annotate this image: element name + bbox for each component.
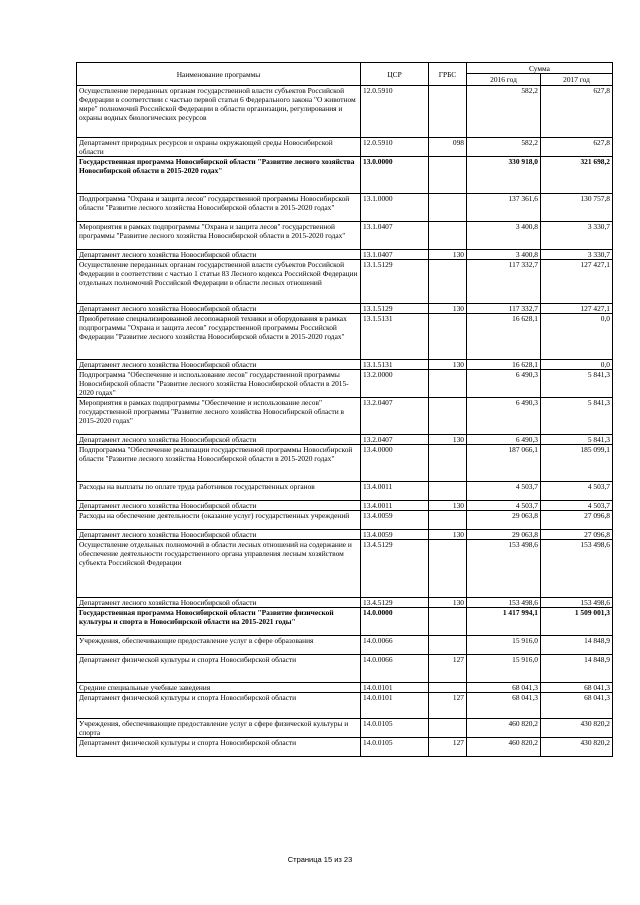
csr-code-cell: 13.4.0059 (361, 511, 429, 530)
amount-2017-cell: 5 841,3 (541, 370, 613, 398)
table-row (77, 222, 613, 250)
grbs-code-cell (429, 314, 467, 360)
amount-2016-cell: 6 490,3 (467, 370, 541, 398)
grbs-code-cell (429, 540, 467, 598)
csr-code-cell: 13.4.0011 (361, 482, 429, 501)
amount-2016-cell: 582,2 (467, 86, 541, 138)
amount-2016-cell: 6 490,3 (467, 435, 541, 445)
csr-code-cell: 12.0.5910 (361, 86, 429, 138)
program-name-cell: Осуществление переданных органам государственной власти субъектов Российской Федерации в соответствии с частью первой статьи 6 Федерального закона "О животном мире" полномочий Российской Федерации в области организации, регулирования и охраны водных биологических ресурсов (77, 86, 361, 138)
table-row (77, 260, 613, 304)
amount-2017-cell: 321 698,2 (541, 157, 613, 194)
csr-code-cell: 13.1.0407 (361, 222, 429, 250)
program-name-cell: Департамент физической культуры и спорта Новосибирской области (77, 655, 361, 683)
csr-code-cell: 13.0.0000 (361, 157, 429, 194)
grbs-code-cell: 098 (429, 138, 467, 157)
grbs-code-cell (429, 157, 467, 194)
program-name-cell: Департамент лесного хозяйства Новосибирской области (77, 250, 361, 260)
amount-2017-cell: 3 330,7 (541, 250, 613, 260)
csr-code-cell: 14.0.0101 (361, 693, 429, 719)
col-header-csr: ЦСР (361, 63, 429, 86)
amount-2017-cell: 68 041,3 (541, 693, 613, 719)
amount-2017-cell: 127 427,1 (541, 260, 613, 304)
table-row (77, 636, 613, 655)
program-name-cell: Департамент лесного хозяйства Новосибирской области (77, 530, 361, 540)
grbs-code-cell: 130 (429, 530, 467, 540)
amount-2017-cell: 627,8 (541, 138, 613, 157)
amount-2017-cell: 153 498,6 (541, 540, 613, 598)
csr-code-cell: 13.4.5129 (361, 540, 429, 598)
amount-2016-cell: 29 063,8 (467, 530, 541, 540)
amount-2016-cell: 187 066,1 (467, 445, 541, 482)
program-name-cell: Расходы на обеспечение деятельности (оказание услуг) государственных учреждений (77, 511, 361, 530)
grbs-code-cell (429, 370, 467, 398)
amount-2016-cell: 3 400,8 (467, 250, 541, 260)
program-name-cell: Средние специальные учебные заведения (77, 683, 361, 693)
program-name-cell: Департамент природных ресурсов и охраны окружающей среды Новосибирской области (77, 138, 361, 157)
csr-code-cell: 13.2.0000 (361, 370, 429, 398)
grbs-code-cell (429, 194, 467, 222)
amount-2017-cell: 27 096,8 (541, 530, 613, 540)
amount-2016-cell: 4 503,7 (467, 482, 541, 501)
amount-2016-cell: 582,2 (467, 138, 541, 157)
program-name-cell: Мероприятия в рамках подпрограммы "Обеспечение и использование лесов" государственной программы "Развитие лесного хозяйства Новосибирской области в 2015-2020 годах" (77, 398, 361, 435)
grbs-code-cell (429, 511, 467, 530)
table-row (77, 370, 613, 398)
csr-code-cell: 13.4.0059 (361, 530, 429, 540)
program-name-cell: Департамент лесного хозяйства Новосибирской области (77, 598, 361, 608)
grbs-code-cell (429, 222, 467, 250)
csr-code-cell: 14.0.0105 (361, 738, 429, 757)
csr-code-cell: 12.0.5910 (361, 138, 429, 157)
csr-code-cell: 14.0.0101 (361, 683, 429, 693)
table-row (77, 398, 613, 435)
grbs-code-cell (429, 636, 467, 655)
csr-code-cell: 14.0.0000 (361, 608, 429, 636)
program-name-cell: Мероприятия в рамках подпрограммы "Охрана и защита лесов" государственной программы "Развитие лесного хозяйства Новосибирской области в 2015-2020 годах" (77, 222, 361, 250)
amount-2016-cell: 68 041,3 (467, 683, 541, 693)
grbs-code-cell: 127 (429, 738, 467, 757)
table-row (77, 138, 613, 157)
amount-2017-cell: 5 841,3 (541, 435, 613, 445)
csr-code-cell: 13.1.0000 (361, 194, 429, 222)
amount-2017-cell: 430 820,2 (541, 738, 613, 757)
grbs-code-cell: 127 (429, 655, 467, 683)
program-name-cell: Департамент физической культуры и спорта Новосибирской области (77, 693, 361, 719)
table-row (77, 540, 613, 598)
amount-2017-cell: 185 099,1 (541, 445, 613, 482)
amount-2017-cell: 0,0 (541, 360, 613, 370)
table-row (77, 482, 613, 501)
amount-2016-cell: 117 332,7 (467, 260, 541, 304)
amount-2016-cell: 16 628,1 (467, 314, 541, 360)
program-name-cell: Приобретение специализированной лесопожарной техники и оборудования в рамках подпрограммы "Охрана и защита лесов" государственной программы Российской Федерации "Развитие лесного хозяйства Новосибирской области в 2015-2020 годах" (77, 314, 361, 360)
csr-code-cell: 13.1.5131 (361, 314, 429, 360)
table-row (77, 194, 613, 222)
table-row (77, 250, 613, 260)
table-row (77, 738, 613, 757)
amount-2017-cell: 4 503,7 (541, 482, 613, 501)
amount-2016-cell: 330 918,0 (467, 157, 541, 194)
grbs-code-cell (429, 683, 467, 693)
program-name-cell: Государственная программа Новосибирской области "Развитие физической культуры и спорта в Новосибирской области на 2015-2021 годы" (77, 608, 361, 636)
table-row (77, 530, 613, 540)
csr-code-cell: 13.4.0000 (361, 445, 429, 482)
grbs-code-cell: 127 (429, 693, 467, 719)
amount-2017-cell: 68 041,3 (541, 683, 613, 693)
col-header-sum: Сумма (467, 63, 613, 74)
csr-code-cell: 14.0.0066 (361, 636, 429, 655)
amount-2016-cell: 15 916,0 (467, 636, 541, 655)
program-name-cell: Департамент физической культуры и спорта Новосибирской области (77, 738, 361, 757)
amount-2016-cell: 68 041,3 (467, 693, 541, 719)
amount-2016-cell: 460 820,2 (467, 738, 541, 757)
table-row (77, 693, 613, 719)
grbs-code-cell (429, 608, 467, 636)
amount-2016-cell: 29 063,8 (467, 511, 541, 530)
csr-code-cell: 13.2.0407 (361, 398, 429, 435)
table-row (77, 598, 613, 608)
budget-table (76, 62, 613, 757)
program-name-cell: Учреждения, обеспечивающие предоставление услуг в сфере физической культуры и спорта (77, 719, 361, 738)
amount-2016-cell: 153 498,6 (467, 540, 541, 598)
table-row (77, 608, 613, 636)
grbs-code-cell (429, 86, 467, 138)
csr-code-cell: 13.4.0011 (361, 501, 429, 511)
amount-2017-cell: 1 509 001,3 (541, 608, 613, 636)
col-header-grbs: ГРБС (429, 63, 467, 86)
program-name-cell: Департамент лесного хозяйства Новосибирской области (77, 435, 361, 445)
grbs-code-cell (429, 398, 467, 435)
amount-2017-cell: 4 503,7 (541, 501, 613, 511)
col-header-name: Наименование программы (77, 63, 361, 86)
grbs-code-cell: 130 (429, 501, 467, 511)
amount-2017-cell: 27 096,8 (541, 511, 613, 530)
grbs-code-cell: 130 (429, 598, 467, 608)
table-row (77, 445, 613, 482)
col-header-2016: 2016 год (467, 74, 541, 86)
amount-2016-cell: 460 820,2 (467, 719, 541, 738)
amount-2016-cell: 6 490,3 (467, 398, 541, 435)
csr-code-cell: 13.1.5129 (361, 260, 429, 304)
program-name-cell: Департамент лесного хозяйства Новосибирской области (77, 360, 361, 370)
amount-2017-cell: 14 848,9 (541, 655, 613, 683)
amount-2017-cell: 130 757,8 (541, 194, 613, 222)
table-row (77, 683, 613, 693)
csr-code-cell: 13.1.0407 (361, 250, 429, 260)
amount-2016-cell: 1 417 994,1 (467, 608, 541, 636)
amount-2016-cell: 117 332,7 (467, 304, 541, 314)
page-number: Страница 15 из 23 (287, 855, 353, 864)
amount-2016-cell: 15 916,0 (467, 655, 541, 683)
amount-2016-cell: 16 628,1 (467, 360, 541, 370)
grbs-code-cell: 130 (429, 304, 467, 314)
program-name-cell: Расходы на выплаты по оплате труда работников государственных органов (77, 482, 361, 501)
program-name-cell: Подпрограмма "Обеспечение реализации государственной программы Новосибирской области "Развитие лесного хозяйства Новосибирской области в 2015-2020 годах" (77, 445, 361, 482)
amount-2017-cell: 3 330,7 (541, 222, 613, 250)
csr-code-cell: 14.0.0105 (361, 719, 429, 738)
csr-code-cell: 14.0.0066 (361, 655, 429, 683)
table-row (77, 719, 613, 738)
amount-2017-cell: 627,8 (541, 86, 613, 138)
amount-2016-cell: 4 503,7 (467, 501, 541, 511)
program-name-cell: Департамент лесного хозяйства Новосибирской области (77, 501, 361, 511)
csr-code-cell: 13.1.5129 (361, 304, 429, 314)
csr-code-cell: 13.1.5131 (361, 360, 429, 370)
table-row (77, 511, 613, 530)
grbs-code-cell (429, 719, 467, 738)
table-row (77, 86, 613, 138)
grbs-code-cell: 130 (429, 435, 467, 445)
amount-2017-cell: 127 427,1 (541, 304, 613, 314)
grbs-code-cell: 130 (429, 250, 467, 260)
table-row (77, 314, 613, 360)
grbs-code-cell (429, 445, 467, 482)
amount-2016-cell: 153 498,6 (467, 598, 541, 608)
table-row (77, 501, 613, 511)
amount-2017-cell: 14 848,9 (541, 636, 613, 655)
table-row (77, 655, 613, 683)
program-name-cell: Департамент лесного хозяйства Новосибирской области (77, 304, 361, 314)
program-name-cell: Подпрограмма "Обеспечение и использование лесов" государственной программы Новосибирской области "Развитие лесного хозяйства Новосибирской области в 2015-2020 годах" (77, 370, 361, 398)
amount-2016-cell: 137 361,6 (467, 194, 541, 222)
program-name-cell: Учреждения, обеспечивающие предоставление услуг в сфере образования (77, 636, 361, 655)
grbs-code-cell: 130 (429, 360, 467, 370)
grbs-code-cell (429, 260, 467, 304)
program-name-cell: Подпрограмма "Охрана и защита лесов" государственной программы Новосибирской области "Развитие лесного хозяйства Новосибирской области в 2015-2020 годах" (77, 194, 361, 222)
amount-2017-cell: 5 841,3 (541, 398, 613, 435)
table-row (77, 360, 613, 370)
col-header-2017: 2017 год (541, 74, 613, 86)
csr-code-cell: 13.2.0407 (361, 435, 429, 445)
table-row (77, 304, 613, 314)
table-body (77, 86, 613, 757)
csr-code-cell: 13.4.5129 (361, 598, 429, 608)
amount-2017-cell: 430 820,2 (541, 719, 613, 738)
table-row (77, 435, 613, 445)
amount-2017-cell: 153 498,6 (541, 598, 613, 608)
grbs-code-cell (429, 482, 467, 501)
program-name-cell: Государственная программа Новосибирской области "Развитие лесного хозяйства Новосибирской области в 2015-2020 годах" (77, 157, 361, 194)
amount-2016-cell: 3 400,8 (467, 222, 541, 250)
program-name-cell: Осуществление переданных органам государственной власти субъектов Российской Федерации в соответствии с частью 1 статьи 83 Лесного кодекса Российской Федерации отдельных полномочий Российской Федерации в области лесных отношений (77, 260, 361, 304)
program-name-cell: Осуществление отдельных полномочий в области лесных отношений на содержание и обеспечение деятельности государственного органа управления лесным хозяйством субъекта Российской Федерации (77, 540, 361, 598)
amount-2017-cell: 0,0 (541, 314, 613, 360)
table-row (77, 157, 613, 194)
